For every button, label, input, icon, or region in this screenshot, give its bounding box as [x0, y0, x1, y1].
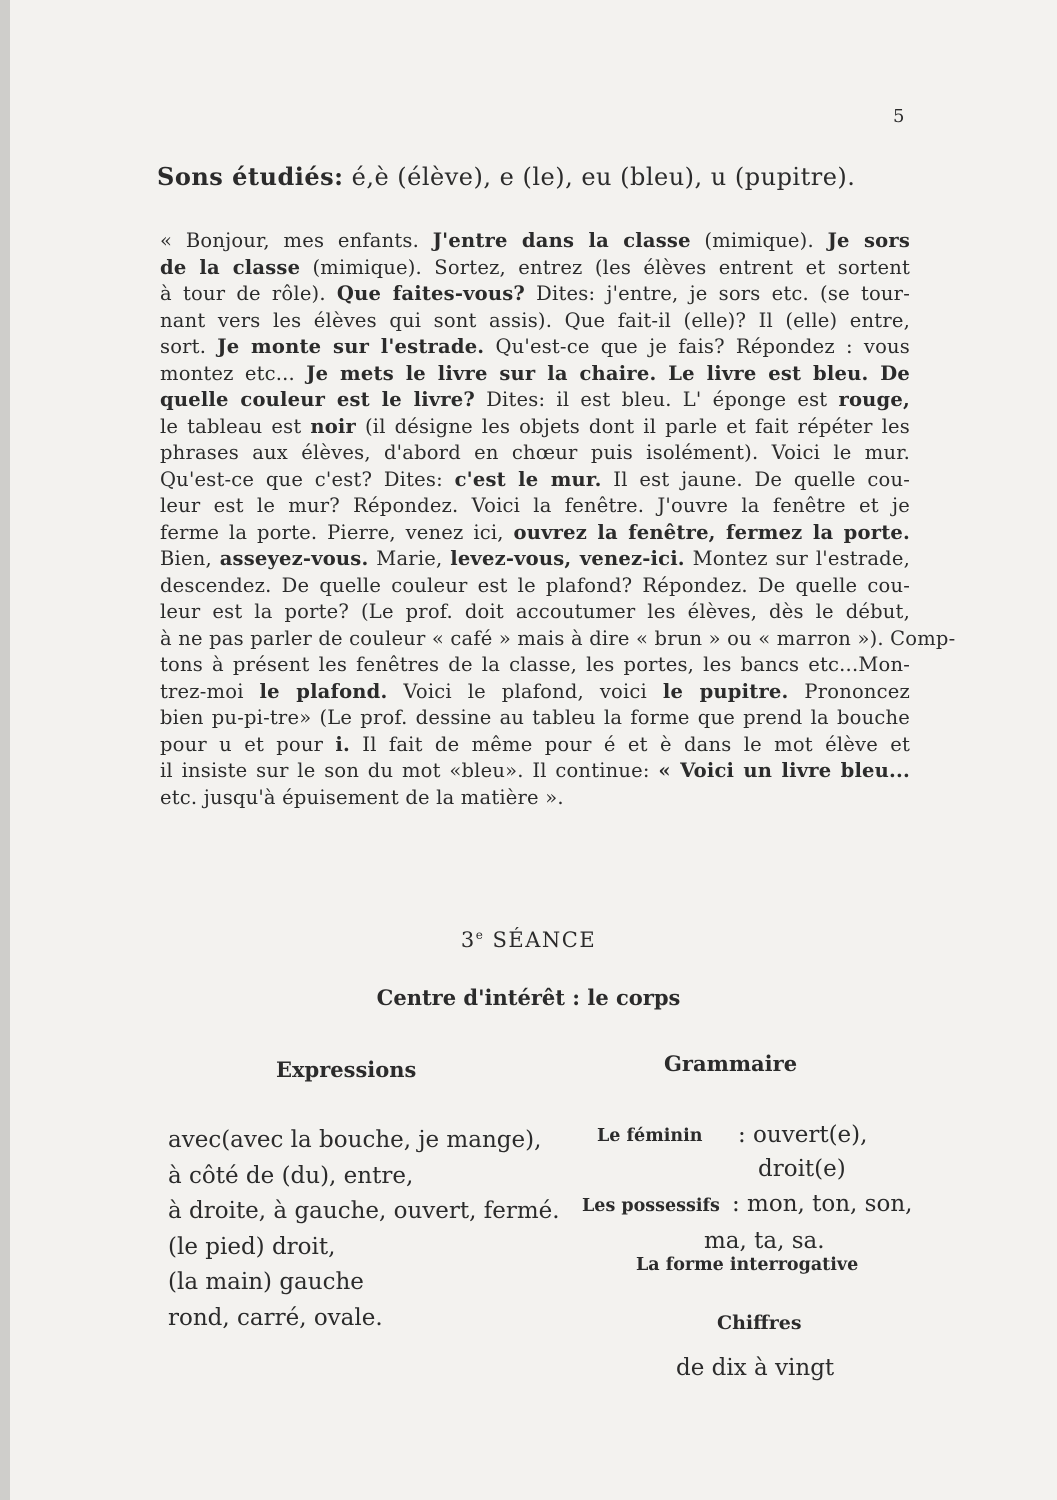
text-run: à ne pas parler de couleur « café » mais à dire « brun » ou « marron »). Comp-	[160, 626, 956, 650]
text-run: nant vers les élèves qui sont assis). Que fait-il (elle)? Il (elle) entre,	[160, 308, 910, 332]
seance-subtitle: Centre d'intérêt : le corps	[376, 985, 681, 1010]
paragraph-line	[160, 334, 910, 361]
paragraph-line	[160, 493, 910, 520]
bold-phrase: « Voici un livre bleu...	[658, 759, 910, 782]
text-run: Il est jaune. De quelle cou-	[601, 467, 910, 491]
feminin-examples-2: droit(e)	[758, 1156, 846, 1182]
text-run: tons à présent les fenêtres de la classe, les portes, les bancs etc...Mon-	[160, 653, 910, 676]
seance-title	[0, 928, 1057, 952]
text-run: Dites: j'entre, je sors etc. (se tour-	[525, 282, 910, 305]
seance-number-suffix: e	[475, 928, 485, 942]
paragraph-line	[160, 785, 910, 812]
paragraph-line	[160, 281, 910, 308]
text-run: etc. jusqu'à épuisement de la matière ».	[160, 785, 564, 809]
expression-item: à droite, à gauche, ouvert, fermé.	[168, 1198, 560, 1224]
text-run: il insiste sur le son du mot «bleu». Il continue:	[160, 759, 659, 782]
possessifs-examples: : mon, ton, son,	[732, 1191, 913, 1217]
expression-item: rond, carré, ovale.	[168, 1304, 383, 1331]
expression-item: à côté de (du), entre,	[168, 1162, 414, 1189]
text-run: pour u et pour	[160, 732, 336, 756]
paragraph-line	[160, 573, 910, 600]
paragraph-line	[160, 414, 910, 441]
paragraph-line	[160, 599, 910, 626]
text-run: Marie,	[368, 547, 451, 570]
text-run: leur est la porte? (Le prof. doit accoutumer les élèves, dès le début,	[160, 600, 910, 623]
paragraph-line	[160, 705, 910, 732]
text-run: ferme la porte. Pierre, venez ici,	[160, 520, 514, 544]
paragraph-line	[160, 520, 910, 547]
bold-phrase: c'est le mur.	[454, 467, 602, 491]
seance-number: 3	[460, 928, 476, 952]
expression-item: avec(avec la bouche, je mange),	[168, 1127, 542, 1153]
text-run: (mimique).	[690, 229, 828, 252]
paragraph-line	[160, 546, 910, 573]
text-run: Qu'est-ce que c'est? Dites:	[160, 467, 455, 491]
bold-phrase: Je mets le livre sur la chaire. Le livre est bleu. De	[306, 361, 911, 385]
paragraph-line	[160, 732, 910, 759]
paragraph-line	[160, 361, 910, 388]
paragraph-line	[160, 440, 910, 467]
text-run: leur est le mur? Répondez. Voici la fenêtre. J'ouvre la fenêtre et je	[160, 494, 910, 517]
bold-phrase: quelle couleur est le livre?	[160, 388, 476, 411]
possessifs-examples-2: ma, ta, sa.	[704, 1228, 825, 1254]
grammaire-header: Grammaire	[664, 1051, 798, 1076]
bold-phrase: de la classe	[160, 255, 301, 279]
paragraph-line	[160, 308, 910, 335]
feminin-label: Le féminin	[597, 1126, 703, 1146]
text-run: descendez. De quelle couleur est le plafond? Répondez. De quelle cou-	[160, 573, 910, 597]
bold-phrase: le plafond.	[259, 679, 388, 703]
seance-word: SÉANCE	[492, 928, 597, 952]
possessifs-label: Les possessifs	[582, 1196, 720, 1216]
paragraph-line	[160, 758, 910, 785]
sounds-heading	[157, 162, 877, 191]
bold-phrase: levez-vous, venez-ici.	[450, 547, 685, 570]
text-run: (mimique). Sortez, entrez (les élèves entrent et sortent	[300, 255, 910, 279]
text-run: montez etc...	[160, 361, 307, 385]
text-run: Montez sur l'estrade,	[684, 547, 911, 570]
page-number: 5	[893, 106, 905, 127]
text-run: trez-moi	[160, 679, 260, 703]
bold-phrase: le pupitre.	[662, 679, 789, 703]
sounds-heading-label: Sons étudiés:	[157, 162, 344, 191]
text-run: phrases aux élèves, d'abord en chœur puis isolément). Voici le mur.	[160, 441, 910, 464]
bold-phrase: Je monte sur l'estrade.	[217, 335, 485, 358]
paragraph-line	[160, 255, 910, 282]
paragraph-line	[160, 652, 910, 679]
text-run: à tour de rôle).	[160, 282, 337, 305]
interrogative-label: La forme interrogative	[636, 1255, 859, 1275]
bold-phrase: i.	[335, 732, 351, 756]
text-run: le tableau est	[160, 414, 311, 438]
lesson-paragraph	[160, 228, 956, 811]
expression-item: (la main) gauche	[168, 1269, 364, 1295]
text-run: sort.	[160, 335, 218, 358]
paragraph-line	[160, 387, 910, 414]
bold-phrase: Je sors	[827, 229, 910, 252]
text-run: (il désigne les objets dont il parle et fait répéter les	[356, 414, 910, 438]
text-run: Qu'est-ce que je fais? Répondez : vous	[484, 335, 910, 358]
bold-phrase: Que faites-vous?	[336, 282, 526, 305]
text-run: Il fait de même pour é et è dans le mot élève et	[350, 732, 910, 756]
paragraph-line	[160, 228, 910, 255]
text-run: Bien,	[160, 547, 220, 570]
bold-phrase: rouge,	[838, 388, 910, 411]
bold-phrase: noir	[310, 414, 356, 438]
sounds-heading-list: é,è (élève), e (le), eu (bleu), u (pupitre).	[351, 163, 856, 191]
expressions-header: Expressions	[276, 1057, 417, 1082]
bold-phrase: asseyez-vous.	[219, 547, 369, 570]
text-run: Prononcez	[788, 679, 911, 703]
expression-item: (le pied) droit,	[168, 1233, 336, 1260]
paragraph-line	[160, 679, 910, 706]
text-run: « Bonjour, mes enfants.	[160, 229, 433, 252]
chiffres-label: Chiffres	[717, 1312, 802, 1334]
bold-phrase: J'entre dans la classe	[432, 229, 691, 252]
chiffres-range: de dix à vingt	[676, 1355, 835, 1381]
bold-phrase: ouvrez la fenêtre, fermez la porte.	[513, 520, 910, 544]
paragraph-line	[160, 467, 910, 494]
feminin-examples: : ouvert(e),	[738, 1122, 868, 1148]
page-edge-shadow	[0, 0, 10, 1500]
text-run: bien pu-pi-tre» (Le prof. dessine au tableu la forme que prend la bouche	[160, 706, 910, 729]
text-run: Voici le plafond, voici	[387, 679, 663, 703]
text-run: Dites: il est bleu. L' éponge est	[475, 388, 839, 411]
expressions-list	[168, 1123, 560, 1336]
paragraph-line	[160, 626, 956, 653]
